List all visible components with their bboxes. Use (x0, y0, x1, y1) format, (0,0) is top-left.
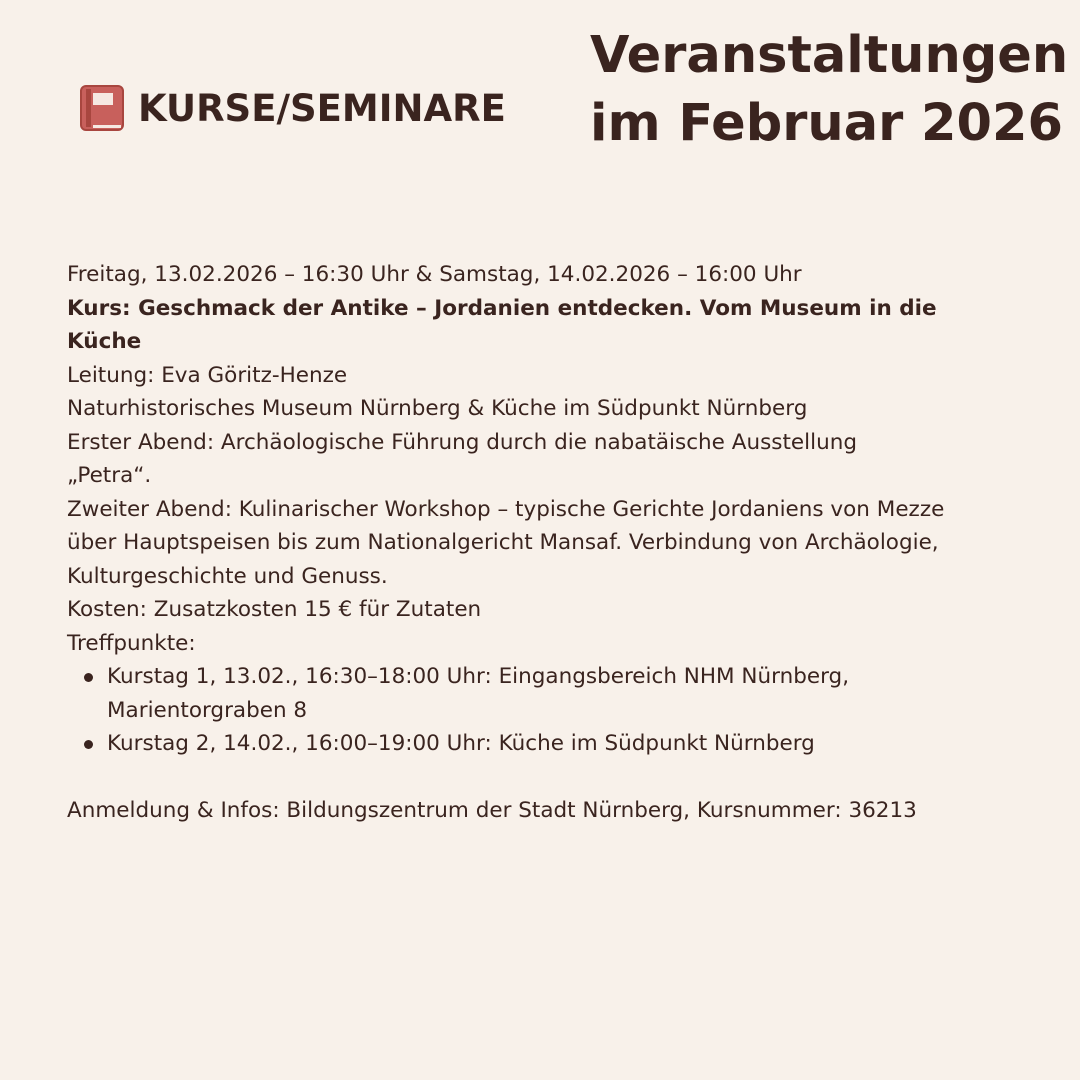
event-first-evening: Erster Abend: Archäologische Führung durch die nabatäische Ausstellung „Petra“. (67, 429, 857, 488)
category-label: KURSE/SEMINARE (138, 86, 506, 130)
bullet-icon (84, 740, 93, 749)
event-title: Kurs: Geschmack der Antike – Jordanien entdecken. Vom Museum in die Küche (67, 295, 937, 354)
page-title-line-2: im Februar 2026 (590, 94, 1063, 153)
category-header (80, 85, 506, 131)
meeting-point-text: Kurstag 1, 13.02., 16:30–18:00 Uhr: Eingangsbereich NHM Nürnberg, Marientorgraben 8 (107, 664, 850, 723)
event-registration: Anmeldung & Infos: Bildungszentrum der Stadt Nürnberg, Kursnummer: 36213 (67, 798, 917, 823)
event-location: Naturhistorisches Museum Nürnberg & Küche im Südpunkt Nürnberg (67, 396, 808, 421)
list-item (107, 727, 947, 761)
spacer (67, 761, 947, 795)
event-details (67, 258, 947, 828)
event-date-time: Freitag, 13.02.2026 – 16:30 Uhr & Samstag, 14.02.2026 – 16:00 Uhr (67, 262, 802, 287)
page-title (590, 22, 1069, 158)
page-title-line-1: Veranstaltungen (590, 26, 1069, 85)
event-second-evening: Zweiter Abend: Kulinarischer Workshop – typische Gerichte Jordaniens von Mezze über Hauptspeisen bis zum Nationalgericht Mansaf. Verbindung von Archäologie, Kulturgeschichte und Genuss. (67, 496, 945, 589)
event-leader: Leitung: Eva Göritz-Henze (67, 362, 348, 388)
meeting-points-label: Treffpunkte: (67, 630, 196, 656)
meeting-point-text: Kurstag 2, 14.02., 16:00–19:00 Uhr: Küche im Südpunkt Nürnberg (107, 731, 815, 756)
meeting-points-list (67, 660, 947, 761)
event-costs: Kosten: Zusatzkosten 15 € für Zutaten (67, 597, 482, 622)
bullet-icon (84, 673, 93, 682)
list-item (107, 660, 947, 727)
book-icon (80, 85, 124, 131)
